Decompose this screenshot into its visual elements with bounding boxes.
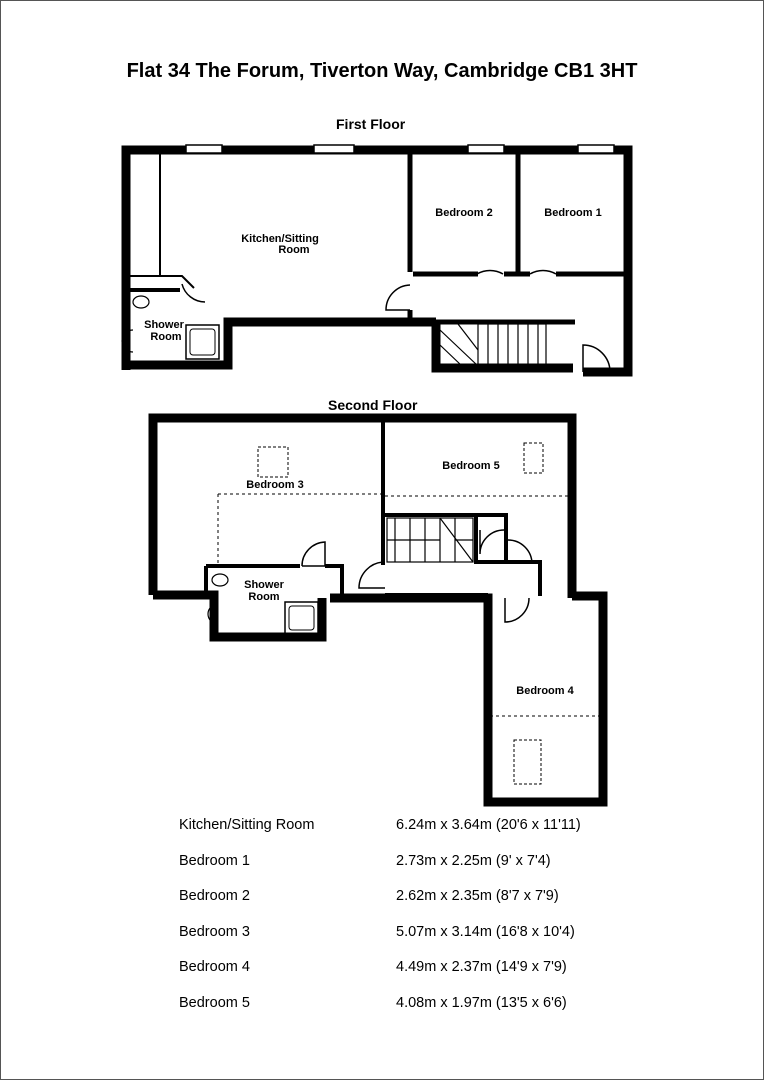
dimension-size: 5.07m x 3.14m (16'8 x 10'4) bbox=[396, 923, 575, 940]
dimension-size: 4.08m x 1.97m (13'5 x 6'6) bbox=[396, 994, 567, 1011]
dimension-room-name: Bedroom 4 bbox=[179, 959, 250, 975]
label-bedroom-4: Bedroom 4 bbox=[516, 685, 574, 697]
dimension-row bbox=[179, 817, 679, 853]
label-bedroom-3: Bedroom 3 bbox=[246, 479, 304, 491]
dimension-room-name: Kitchen/Sitting Room bbox=[179, 817, 315, 833]
dimension-row bbox=[179, 995, 679, 1031]
first-floor-label: First Floor bbox=[336, 116, 406, 132]
dimension-size: 6.24m x 3.64m (20'6 x 11'11) bbox=[396, 817, 581, 833]
label-shower-second-2: Room bbox=[248, 591, 280, 603]
dimension-room-name: Bedroom 1 bbox=[179, 852, 250, 869]
label-kitchen-sitting-1: Kitchen/Sitting bbox=[241, 233, 319, 245]
dimension-row bbox=[179, 888, 679, 924]
label-kitchen-sitting-2: Room bbox=[278, 244, 310, 256]
label-shower-second-1: Shower bbox=[244, 579, 284, 591]
second-floor-label: Second Floor bbox=[328, 397, 418, 413]
dimension-room-name: Bedroom 3 bbox=[179, 923, 250, 940]
dimension-size: 2.62m x 2.35m (8'7 x 7'9) bbox=[396, 888, 559, 904]
room-dimensions-table bbox=[179, 817, 679, 1030]
dimension-size: 2.73m x 2.25m (9' x 7'4) bbox=[396, 852, 551, 869]
label-shower-first-2: Room bbox=[150, 331, 182, 343]
dimension-room-name: Bedroom 5 bbox=[179, 994, 250, 1011]
label-bedroom-2: Bedroom 2 bbox=[435, 207, 493, 219]
dimension-row bbox=[179, 924, 679, 960]
dimension-size: 4.49m x 2.37m (14'9 x 7'9) bbox=[396, 959, 567, 975]
first-floor-plan bbox=[122, 145, 628, 372]
dimension-row bbox=[179, 853, 679, 889]
page-title: Flat 34 The Forum, Tiverton Way, Cambridge CB1 3HT bbox=[126, 60, 638, 82]
label-bedroom-1: Bedroom 1 bbox=[544, 207, 602, 219]
dimension-room-name: Bedroom 2 bbox=[179, 888, 250, 904]
second-floor-plan bbox=[153, 418, 603, 802]
label-bedroom-5: Bedroom 5 bbox=[442, 460, 500, 472]
label-shower-first-1: Shower bbox=[144, 319, 184, 331]
dimension-row bbox=[179, 959, 679, 995]
